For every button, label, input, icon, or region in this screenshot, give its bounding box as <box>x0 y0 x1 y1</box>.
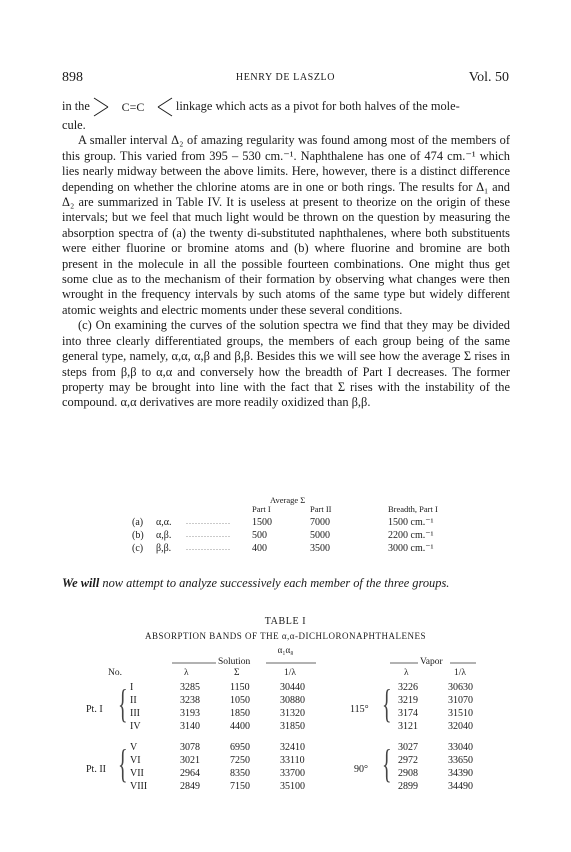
first-line <box>62 96 510 118</box>
cell-lambda: 3140 <box>180 721 200 732</box>
cell-vapor-inv-lambda: 30630 <box>448 682 473 693</box>
cell-lambda: 3021 <box>180 755 200 766</box>
cell-vapor-lambda: 3121 <box>398 721 418 732</box>
cell-inv-lambda: 32410 <box>280 742 305 753</box>
leader-dots: ............... <box>186 517 231 526</box>
running-header <box>62 70 509 88</box>
header-part2: Part II <box>310 504 332 514</box>
avg-row-b <box>112 530 432 542</box>
header-solution: Solution <box>218 657 251 667</box>
header-lambda: λ <box>184 668 189 678</box>
table-row <box>86 695 526 708</box>
table-row <box>86 768 526 781</box>
cell-inv-lambda: 31320 <box>280 708 305 719</box>
leader-dots: ............... <box>186 530 231 539</box>
cell-vapor-inv-lambda: 34490 <box>448 781 473 792</box>
header-sigma: Σ <box>234 668 240 678</box>
cell-no: VIII <box>130 781 148 792</box>
paragraph-2: (c) On examining the curves of the solution spectra we find that they may be divided into three clearly differentiated groups, the members of each group being of the same general type, namely, α,α, α,β and β,β. Besides this we will see how the average Σ rises in steps from β,β to α,α and conversely how the breadth of Part I decreases. The former property may be brought into line with the fact that Σ rises with the instability of the compound. α,α derivatives are more readily oxidized than β,β. <box>62 318 510 410</box>
first-line-start: in the <box>62 99 90 114</box>
row-label: (c) <box>132 543 144 554</box>
first-line-end: linkage which acts as a pivot for both halves of the mole- <box>175 99 460 114</box>
cell-no: III <box>130 708 140 719</box>
table-row <box>86 781 526 794</box>
cell-vapor-inv-lambda: 33040 <box>448 742 473 753</box>
cell-vapor-lambda: 2972 <box>398 755 418 766</box>
absorption-bands-table <box>86 656 526 792</box>
cell-vapor-inv-lambda: 31510 <box>448 708 473 719</box>
row-part1: 500 <box>252 530 267 541</box>
cell-lambda: 2849 <box>180 781 200 792</box>
avg-row-c <box>112 543 432 555</box>
cell-inv-lambda: 30440 <box>280 682 305 693</box>
cell-lambda: 3078 <box>180 742 200 753</box>
cell-vapor-inv-lambda: 33650 <box>448 755 473 766</box>
header-inv-lambda: 1/λ <box>284 668 296 678</box>
table-row <box>86 708 526 721</box>
double-bond-structure-diagram <box>92 96 174 118</box>
cell-inv-lambda: 33110 <box>280 755 305 766</box>
cell-sigma: 7250 <box>230 755 250 766</box>
part-temp: 90° <box>354 764 368 775</box>
cell-sigma: 4400 <box>230 721 250 732</box>
leader-dots: ............... <box>186 543 231 552</box>
table-row <box>86 755 526 768</box>
table-caption: ABSORPTION BANDS OF THE α,α-DICHLORONAPHTHALENES <box>144 631 427 641</box>
header-breadth: Breadth, Part I <box>388 504 438 514</box>
row-part2: 5000 <box>310 530 330 541</box>
cell-sigma: 6950 <box>230 742 250 753</box>
row-breadth: 1500 cm.⁻¹ <box>388 517 434 528</box>
cell-no: I <box>130 682 134 693</box>
cell-vapor-lambda: 3226 <box>398 682 418 693</box>
part-1-left-brace: { <box>118 681 128 726</box>
cell-lambda: 2964 <box>180 768 200 779</box>
cell-no: II <box>130 695 137 706</box>
table-row <box>86 742 526 755</box>
cell-vapor-lambda: 3219 <box>398 695 418 706</box>
cell-sigma: 1150 <box>230 682 250 693</box>
header-no: No. <box>108 668 122 678</box>
cell-sigma: 7150 <box>230 781 250 792</box>
part-label: Pt. II <box>86 764 106 775</box>
intro-bold: We will <box>62 576 100 590</box>
cell-vapor-inv-lambda: 34390 <box>448 768 473 779</box>
cell-no: V <box>130 742 138 753</box>
cell-vapor-inv-lambda: 32040 <box>448 721 473 732</box>
section-intro <box>62 576 510 591</box>
cell-lambda: 3193 <box>180 708 200 719</box>
header-vapor: Vapor <box>420 657 443 667</box>
table-row <box>86 721 526 734</box>
body-text <box>62 96 510 411</box>
cell-sigma: 8350 <box>230 768 250 779</box>
paragraph-1: A smaller interval Δ₂ of amazing regularity was found among most of the members of this group. This varied from 395 – 530 cm.⁻¹. Naphthalene has one of 474 cm.⁻¹ which lies nearly midway between the above limits. Here, however, there is a distinct difference depending on whether the chlorine atoms are in one or both rings. The results for Δ₁ and Δ₂ are summarized in Table IV. It is useless at present to theorize on the origin of these intervals; but we feel that much light would be thrown on the question by measuring the absorption spectra of (a) the twenty di-substituted naphthalenes, where both substituents were either fluorine or bromine atoms and (b) where fluorine and bromine are both present in the molecule in all the possible fourteen combinations. One might thus get some clue as to the mechanism of their formation by observing what changes were then wrought in the frequency intervals by such atoms of the same type but widely different atomic weights and electric moments under these several conditions. <box>62 133 510 317</box>
row-derivative: α,β. <box>156 530 172 541</box>
row-breadth: 2200 cm.⁻¹ <box>388 530 434 541</box>
header-part1: Part I <box>252 504 271 514</box>
cell-inv-lambda: 35100 <box>280 781 305 792</box>
row-label: (b) <box>132 530 144 541</box>
part-temp: 115° <box>350 704 369 715</box>
structure-center-text: C=C <box>121 100 145 114</box>
row-derivative: β,β. <box>156 543 172 554</box>
cell-inv-lambda: 33700 <box>280 768 305 779</box>
part-1-vapor-brace: { <box>382 681 392 726</box>
cell-sigma: 1050 <box>230 695 250 706</box>
cell-lambda: 3238 <box>180 695 200 706</box>
header-vapor-inv-lambda: 1/λ <box>454 668 466 678</box>
table-title: TABLE I <box>264 616 307 627</box>
page-number: 898 <box>62 70 83 85</box>
row-label: (a) <box>132 517 144 528</box>
cell-vapor-lambda: 3174 <box>398 708 418 719</box>
cell-vapor-lambda: 3027 <box>398 742 418 753</box>
avg-row-a <box>112 517 432 529</box>
cell-vapor-lambda: 2908 <box>398 768 418 779</box>
table-row <box>86 682 526 695</box>
row-part2: 7000 <box>310 517 330 528</box>
row-breadth: 3000 cm.⁻¹ <box>388 543 434 554</box>
volume-label: Vol. 50 <box>468 70 509 85</box>
cell-sigma: 1850 <box>230 708 250 719</box>
first-line-continuation: cule. <box>62 118 86 132</box>
intro-rest: now attempt to analyze successively each member of the three groups. <box>99 576 450 590</box>
cell-lambda: 3285 <box>180 682 200 693</box>
cell-vapor-lambda: 2899 <box>398 781 418 792</box>
cell-inv-lambda: 31850 <box>280 721 305 732</box>
table-formula: α₁α₈ <box>277 645 294 655</box>
header-average: Average Σ <box>270 495 306 505</box>
cell-no: VII <box>130 768 144 779</box>
row-part2: 3500 <box>310 543 330 554</box>
cell-inv-lambda: 30880 <box>280 695 305 706</box>
cell-no: IV <box>130 721 141 732</box>
cell-vapor-inv-lambda: 31070 <box>448 695 473 706</box>
row-part1: 400 <box>252 543 267 554</box>
header-vapor-lambda: λ <box>404 668 409 678</box>
row-derivative: α,α. <box>156 517 172 528</box>
part-label: Pt. I <box>86 704 103 715</box>
running-title: HENRY DE LASZLO <box>235 72 336 83</box>
part-2-vapor-brace: { <box>382 741 392 786</box>
part-2-left-brace: { <box>118 741 128 786</box>
cell-no: VI <box>130 755 141 766</box>
row-part1: 1500 <box>252 517 272 528</box>
